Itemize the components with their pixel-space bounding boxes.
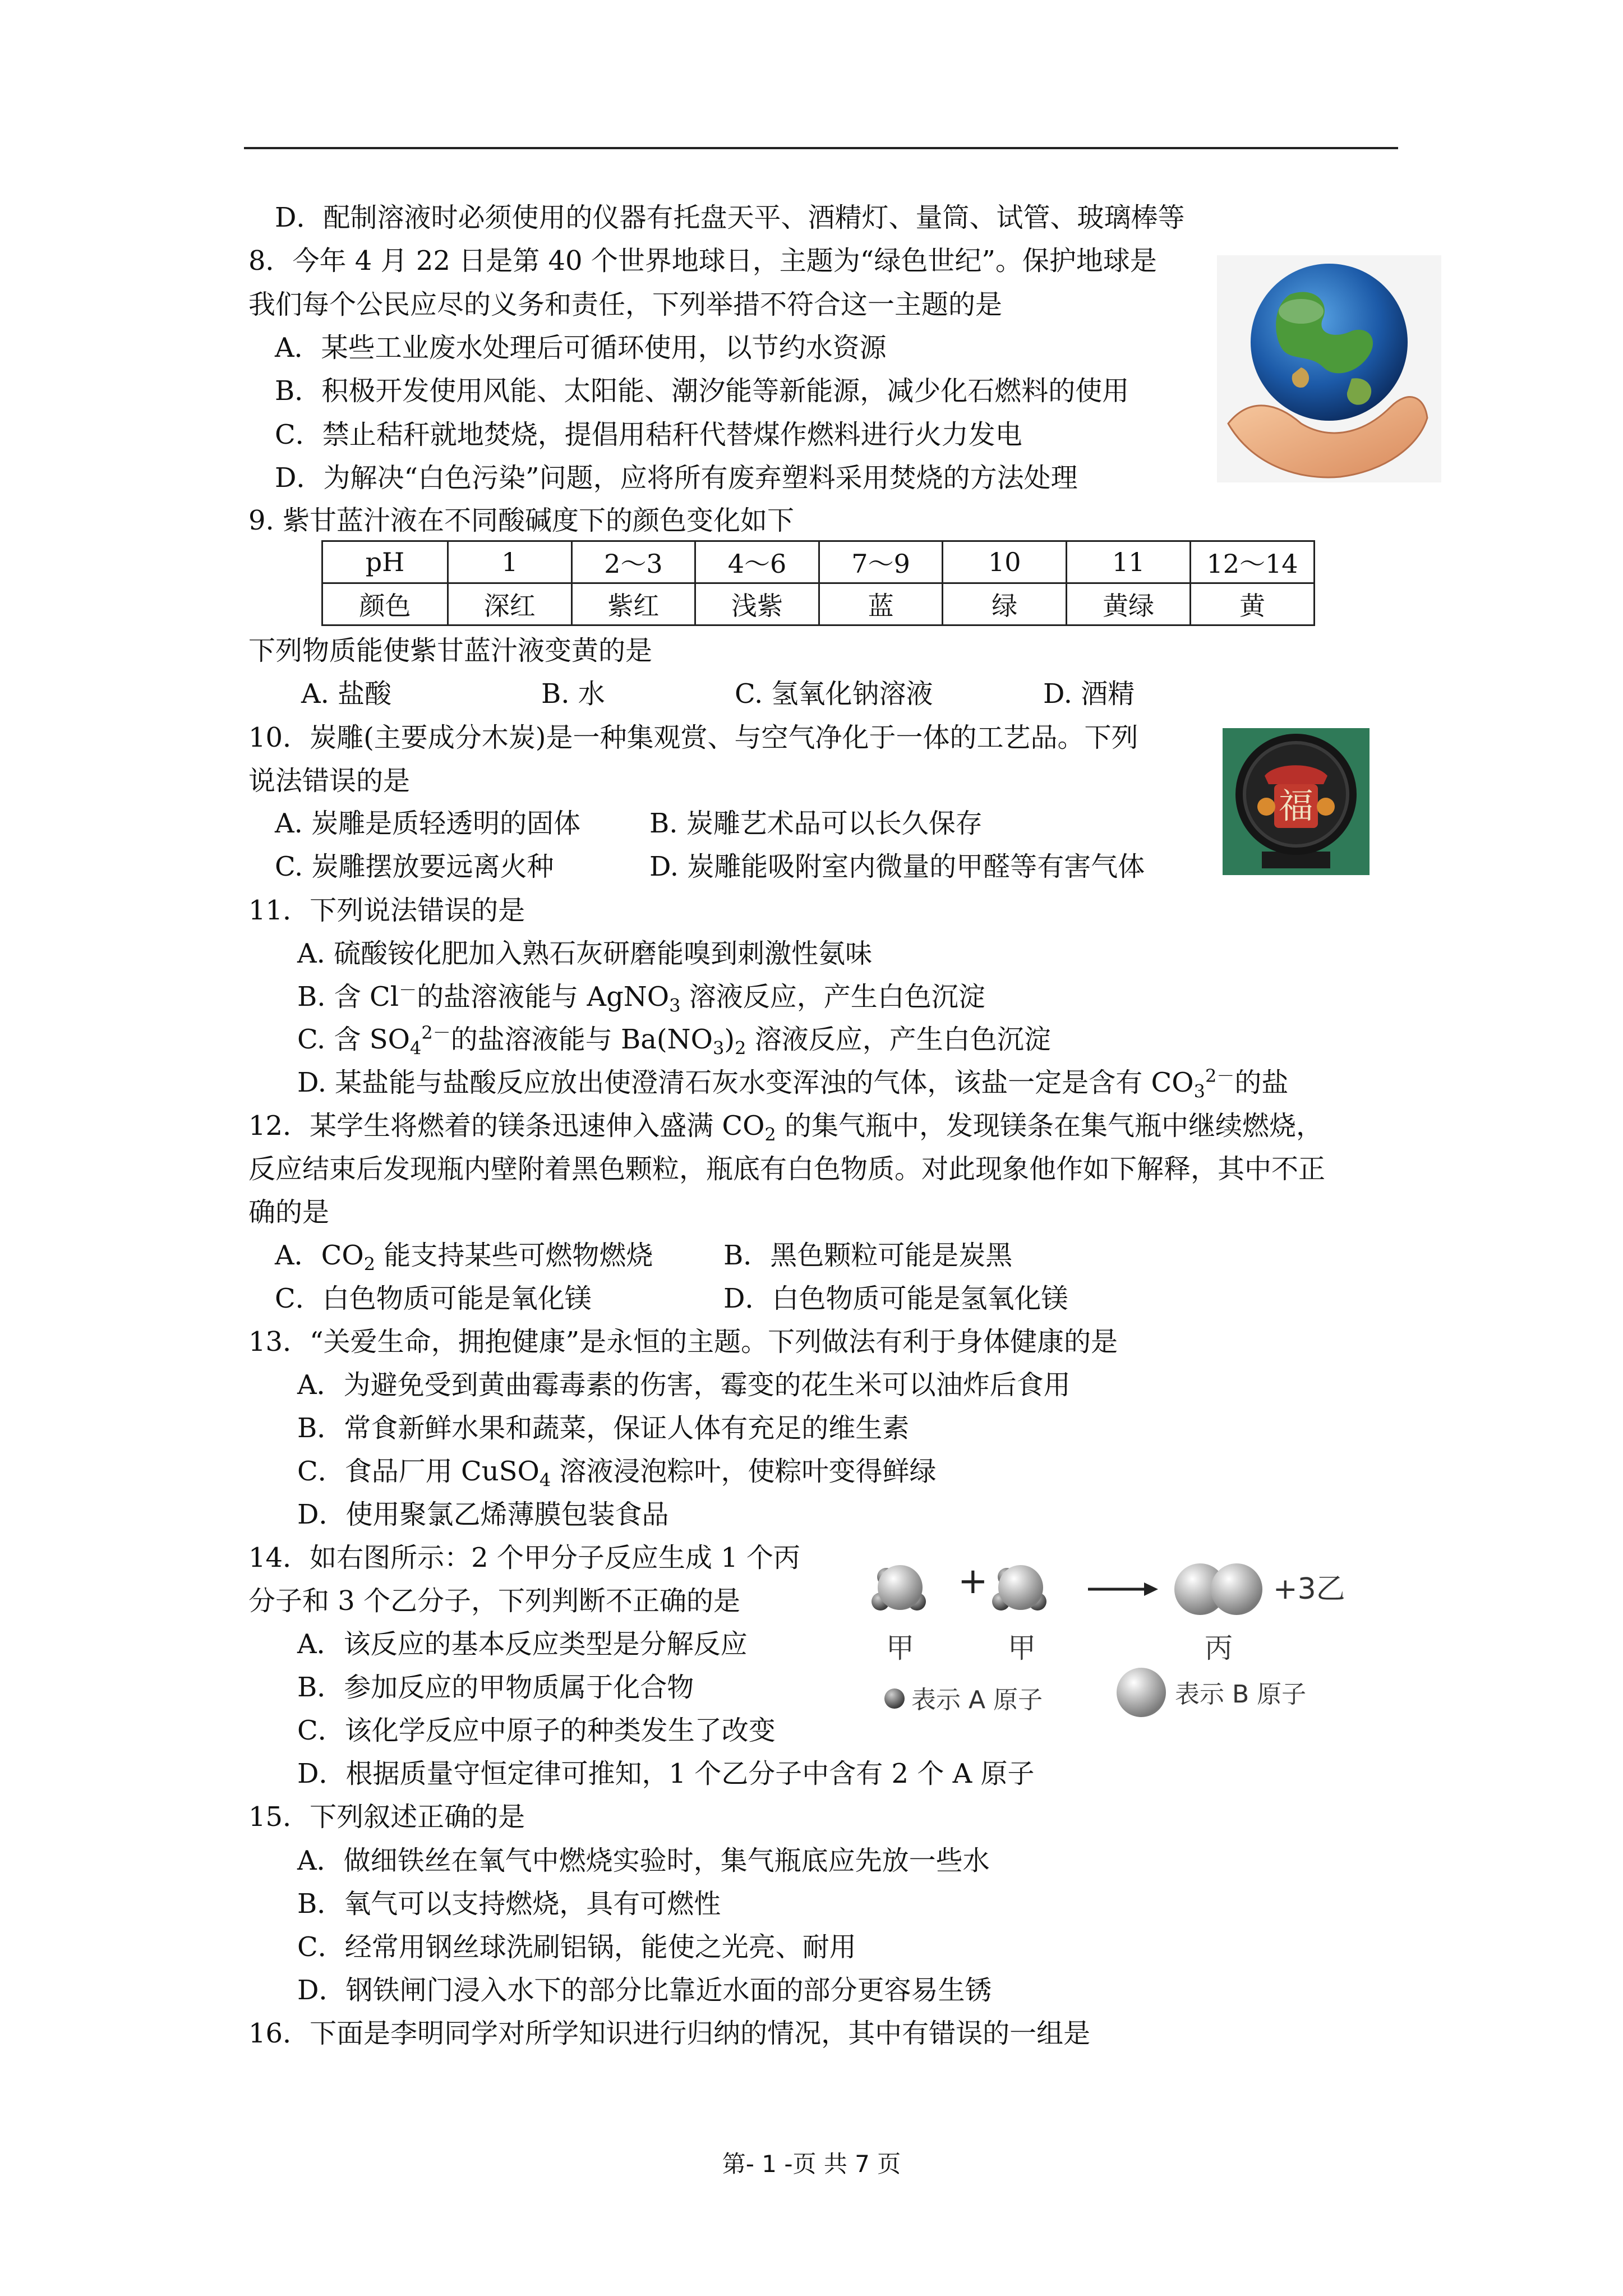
table-cell: 12～14 — [1191, 541, 1315, 583]
table-cell: 7～9 — [819, 541, 943, 583]
label-jia-2: 甲 — [1008, 1632, 1036, 1664]
q14-option-a: A．该反应的基本反应类型是分解反应 — [297, 1628, 748, 1660]
table-cell: 蓝 — [819, 583, 943, 625]
q12-option-d: D．白色物质可能是氢氧化镁 — [723, 1283, 1068, 1314]
legend-a-label: 表示 A 原子 — [911, 1686, 1043, 1714]
q10-option-c: C. 炭雕摆放要远离火种 — [275, 851, 554, 882]
q12-option-a: A．$CO_2$ 能支持某些可燃物燃烧 — [275, 1240, 653, 1275]
q14-stem-line2: 分子和 3 个乙分子，下列判断不正确的是 — [248, 1585, 741, 1617]
charcoal-carving-image — [1223, 728, 1370, 875]
q14-stem-line1: 14．如右图所示：2 个甲分子反应生成 1 个丙 — [248, 1542, 800, 1573]
legend-b-label: 表示 B 原子 — [1175, 1680, 1307, 1709]
q9-question: 下列物质能使紫甘蓝汁液变黄的是 — [248, 635, 653, 666]
table-cell: 2～3 — [571, 541, 695, 583]
q8-stem-line1: 8．今年 4 月 22 日是第 40 个世界地球日，主题为“绿色世纪”。保护地球是 — [248, 245, 1157, 277]
q14-option-b: B．参加反应的甲物质属于化合物 — [297, 1672, 694, 1703]
q9-option-b: B. 水 — [541, 678, 605, 710]
q10-option-d: D. 炭雕能吸附室内微量的甲醛等有害气体 — [649, 851, 1145, 882]
legend-atom-a — [884, 1688, 905, 1709]
molecule-jia-1 — [872, 1565, 926, 1611]
q13-option-c: C．食品厂用 CuSO$_4$ 溶液浸泡粽叶，使粽叶变得鲜绿 — [297, 1456, 937, 1491]
q12-option-b: B．黑色颗粒可能是炭黑 — [723, 1240, 1013, 1271]
q7-option-d: D．配制溶液时必须使用的仪器有托盘天平、酒精灯、量筒、试管、玻璃棒等 — [275, 202, 1185, 233]
header-rule — [244, 147, 1398, 149]
q15-stem: 15．下列叙述正确的是 — [248, 1801, 525, 1833]
table-cell: 黄绿 — [1067, 583, 1191, 625]
table-row — [322, 583, 1315, 625]
table-cell: pH — [322, 541, 448, 583]
q11-stem: 11．下列说法错误的是 — [248, 895, 525, 926]
plus-sign: + — [958, 1561, 988, 1602]
table-cell: 绿 — [943, 583, 1067, 625]
earth-in-hand-image — [1217, 255, 1441, 482]
q8-option-b: B．积极开发使用风能、太阳能、潮汐能等新能源，减少化石燃料的使用 — [275, 375, 1129, 407]
table-cell: 1 — [448, 541, 572, 583]
q9-option-a: A. 盐酸 — [301, 678, 392, 710]
q10-stem-line1: 10．炭雕(主要成分木炭)是一种集观赏、与空气净化于一体的工艺品。下列 — [248, 722, 1138, 753]
table-cell: 4～6 — [695, 541, 819, 583]
q16-stem: 16．下面是李明同学对所学知识进行归纳的情况，其中有错误的一组是 — [248, 2018, 1091, 2049]
q11-option-a: A. 硫酸铵化肥加入熟石灰研磨能嗅到刺激性氨味 — [297, 938, 873, 969]
ph-color-table — [321, 540, 1315, 626]
table-cell: 10 — [943, 541, 1067, 583]
q13-option-a: A．为避免受到黄曲霉毒素的伤害，霉变的花生米可以油炸后食用 — [297, 1369, 1071, 1401]
q11-option-d: D. 某盐能与盐酸反应放出使澄清石灰水变浑浊的气体，该盐一定是含有 $CO_3^{2-}$的盐 — [297, 1065, 1289, 1102]
q8-option-a: A．某些工业废水处理后可循环使用，以节约水资源 — [275, 332, 887, 364]
molecule-jia-2 — [992, 1565, 1046, 1611]
reaction-diagram — [841, 1540, 1380, 1725]
carving-character: 福 — [1278, 785, 1314, 826]
table-cell: 11 — [1067, 541, 1191, 583]
table-cell: 黄 — [1191, 583, 1315, 625]
q15-option-d: D．钢铁闸门浸入水下的部分比靠近水面的部分更容易生锈 — [297, 1975, 992, 2006]
q11-option-b: B. 含 Cl－的盐溶液能与 AgNO$_3$ 溶液反应，产生白色沉淀 — [297, 979, 985, 1016]
q12-stem-line3: 确的是 — [248, 1197, 330, 1228]
q12-option-c: C．白色物质可能是氧化镁 — [275, 1283, 592, 1314]
table-row — [322, 541, 1315, 583]
q12-stem-line2: 反应结束后发现瓶内壁附着黑色颗粒，瓶底有白色物质。对此现象他作如下解释，其中不正 — [248, 1153, 1326, 1185]
q9-stem: 9. 紫甘蓝汁液在不同酸碱度下的颜色变化如下 — [248, 505, 795, 536]
q15-option-b: B．氧气可以支持燃烧，具有可燃性 — [297, 1888, 721, 1920]
reaction-arrow — [1088, 1582, 1158, 1596]
q9-option-c: C. 氢氧化钠溶液 — [735, 678, 933, 710]
q13-option-b: B．常食新鲜水果和蔬菜，保证人体有充足的维生素 — [297, 1412, 910, 1444]
q11-option-c: C. 含 $SO_4^{2-}$的盐溶液能与 $Ba(NO_3)_2$ 溶液反应，产生白色沉淀 — [297, 1022, 1051, 1059]
q9-option-d: D. 酒精 — [1043, 678, 1135, 710]
q13-option-d: D．使用聚氯乙烯薄膜包装食品 — [297, 1499, 669, 1530]
q14-option-c: C．该化学反应中原子的种类发生了改变 — [297, 1715, 776, 1746]
page-footer: 第- 1 -页 共 7 页 — [722, 2150, 901, 2178]
table-cell: 深红 — [448, 583, 572, 625]
label-bing: 丙 — [1205, 1632, 1233, 1664]
q15-option-a: A．做细铁丝在氧气中燃烧实验时，集气瓶底应先放一些水 — [297, 1845, 990, 1876]
q8-option-d: D．为解决“白色污染”问题，应将所有废弃塑料采用焚烧的方法处理 — [275, 462, 1078, 494]
product-extra-label: +3乙 — [1273, 1572, 1345, 1606]
table-cell: 浅紫 — [695, 583, 819, 625]
q10-stem-line2: 说法错误的是 — [248, 765, 411, 797]
q14-option-d: D．根据质量守恒定律可推知，1 个乙分子中含有 2 个 A 原子 — [297, 1758, 1035, 1789]
table-cell: 紫红 — [571, 583, 695, 625]
legend-atom-b — [1117, 1668, 1166, 1717]
table-cell: 颜色 — [322, 583, 448, 625]
q15-option-c: C．经常用钢丝球洗刷铝锅，能使之光亮、耐用 — [297, 1931, 856, 1963]
q8-option-c: C．禁止秸秆就地焚烧，提倡用秸秆代替煤作燃料进行火力发电 — [275, 419, 1022, 450]
q13-stem: 13．“关爱生命，拥抱健康”是永恒的主题。下列做法有利于身体健康的是 — [248, 1326, 1118, 1358]
q10-option-b: B. 炭雕艺术品可以长久保存 — [649, 808, 983, 839]
q10-option-a: A. 炭雕是质轻透明的固体 — [275, 808, 581, 839]
q12-stem-line1: 12．某学生将燃着的镁条迅速伸入盛满 $CO_2$ 的集气瓶中，发现镁条在集气瓶中继续燃烧， — [248, 1110, 1324, 1145]
q8-stem-line2: 我们每个公民应尽的义务和责任，下列举措不符合这一主题的是 — [248, 289, 1003, 320]
label-jia-1: 甲 — [886, 1632, 914, 1664]
molecule-bing — [1174, 1563, 1262, 1615]
